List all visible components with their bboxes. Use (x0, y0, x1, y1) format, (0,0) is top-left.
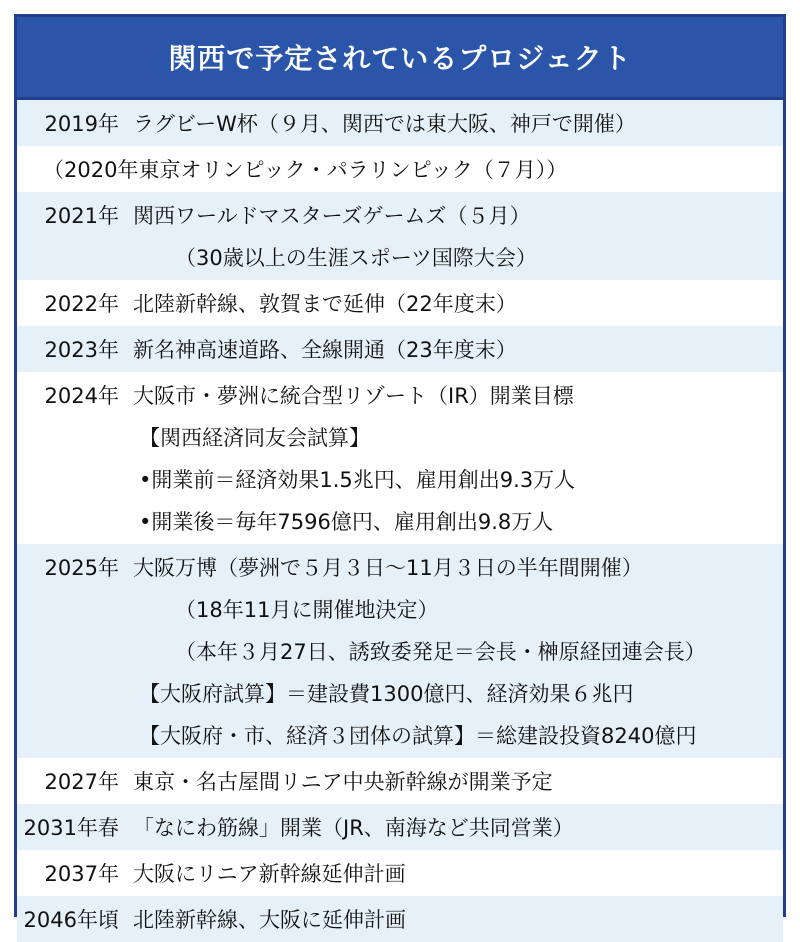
row-text: 大阪にリニア新幹線延伸計画 (133, 862, 406, 886)
table-title: 関西で予定されているプロジェクト (17, 17, 783, 100)
table-row-2027 (17, 758, 783, 804)
row-detail: 【大阪府試算】＝建設費1300億円、経済効果６兆円 (139, 682, 634, 706)
row-detail: （本年３月27日、誘致委発足＝会長・榊原経団連会長） (175, 640, 706, 664)
table-row-2022 (17, 280, 783, 326)
row-year: 2037年 (44, 862, 119, 886)
table-row-2020-note (17, 146, 783, 192)
row-year: 2022年 (44, 292, 119, 316)
row-detail: •開業後＝毎年7596億円、雇用創出9.8万人 (139, 510, 554, 534)
row-year: 2025年 (44, 556, 119, 580)
row-text: 北陸新幹線、大阪に延伸計画 (133, 908, 406, 932)
table-body (17, 100, 783, 942)
row-year: 2046年頃 (23, 908, 119, 932)
row-text: 大阪市・夢洲に統合型リゾート（IR）開業目標 (133, 384, 574, 408)
row-text: ラグビーW杯（９月、関西では東大阪、神戸で開催） (133, 112, 636, 136)
projects-table (14, 14, 786, 932)
row-year: 2027年 (44, 770, 119, 794)
table-row-2019 (17, 100, 783, 146)
row-subtext: （30歳以上の生涯スポーツ国際大会） (175, 246, 537, 270)
row-note: （2020年東京オリンピック・パラリンピック（７月）） (43, 158, 568, 182)
row-detail: 【関西経済同友会試算】 (139, 426, 370, 450)
row-text: 新名神高速道路、全線開通（23年度末） (133, 338, 517, 362)
row-text: 東京・名古屋間リニア中央新幹線が開業予定 (133, 770, 553, 794)
row-detail: •開業前＝経済効果1.5兆円、雇用創出9.3万人 (139, 468, 576, 492)
row-detail: 【大阪府・市、経済３団体の試算】＝総建設投資8240億円 (139, 724, 697, 748)
row-text: 北陸新幹線、敦賀まで延伸（22年度末） (133, 292, 517, 316)
row-year: 2024年 (44, 384, 119, 408)
row-text: 大阪万博（夢洲で５月３日～11月３日の半年間開催） (133, 556, 643, 580)
row-detail: （18年11月に開催地決定） (175, 598, 439, 622)
table-row-2037 (17, 850, 783, 896)
table-row-2023 (17, 326, 783, 372)
row-year: 2023年 (44, 338, 119, 362)
table-row-2021 (17, 192, 783, 280)
row-text: 関西ワールドマスターズゲームズ（５月） (133, 204, 531, 228)
row-text: 「なにわ筋線」開業（JR、南海など共同営業） (133, 816, 574, 840)
table-row-2031 (17, 804, 783, 850)
table-row-2025 (17, 544, 783, 758)
row-year: 2019年 (44, 112, 119, 136)
row-year: 2021年 (44, 204, 119, 228)
row-year: 2031年春 (23, 816, 119, 840)
table-row-2024 (17, 372, 783, 544)
table-row-2046 (17, 896, 783, 942)
